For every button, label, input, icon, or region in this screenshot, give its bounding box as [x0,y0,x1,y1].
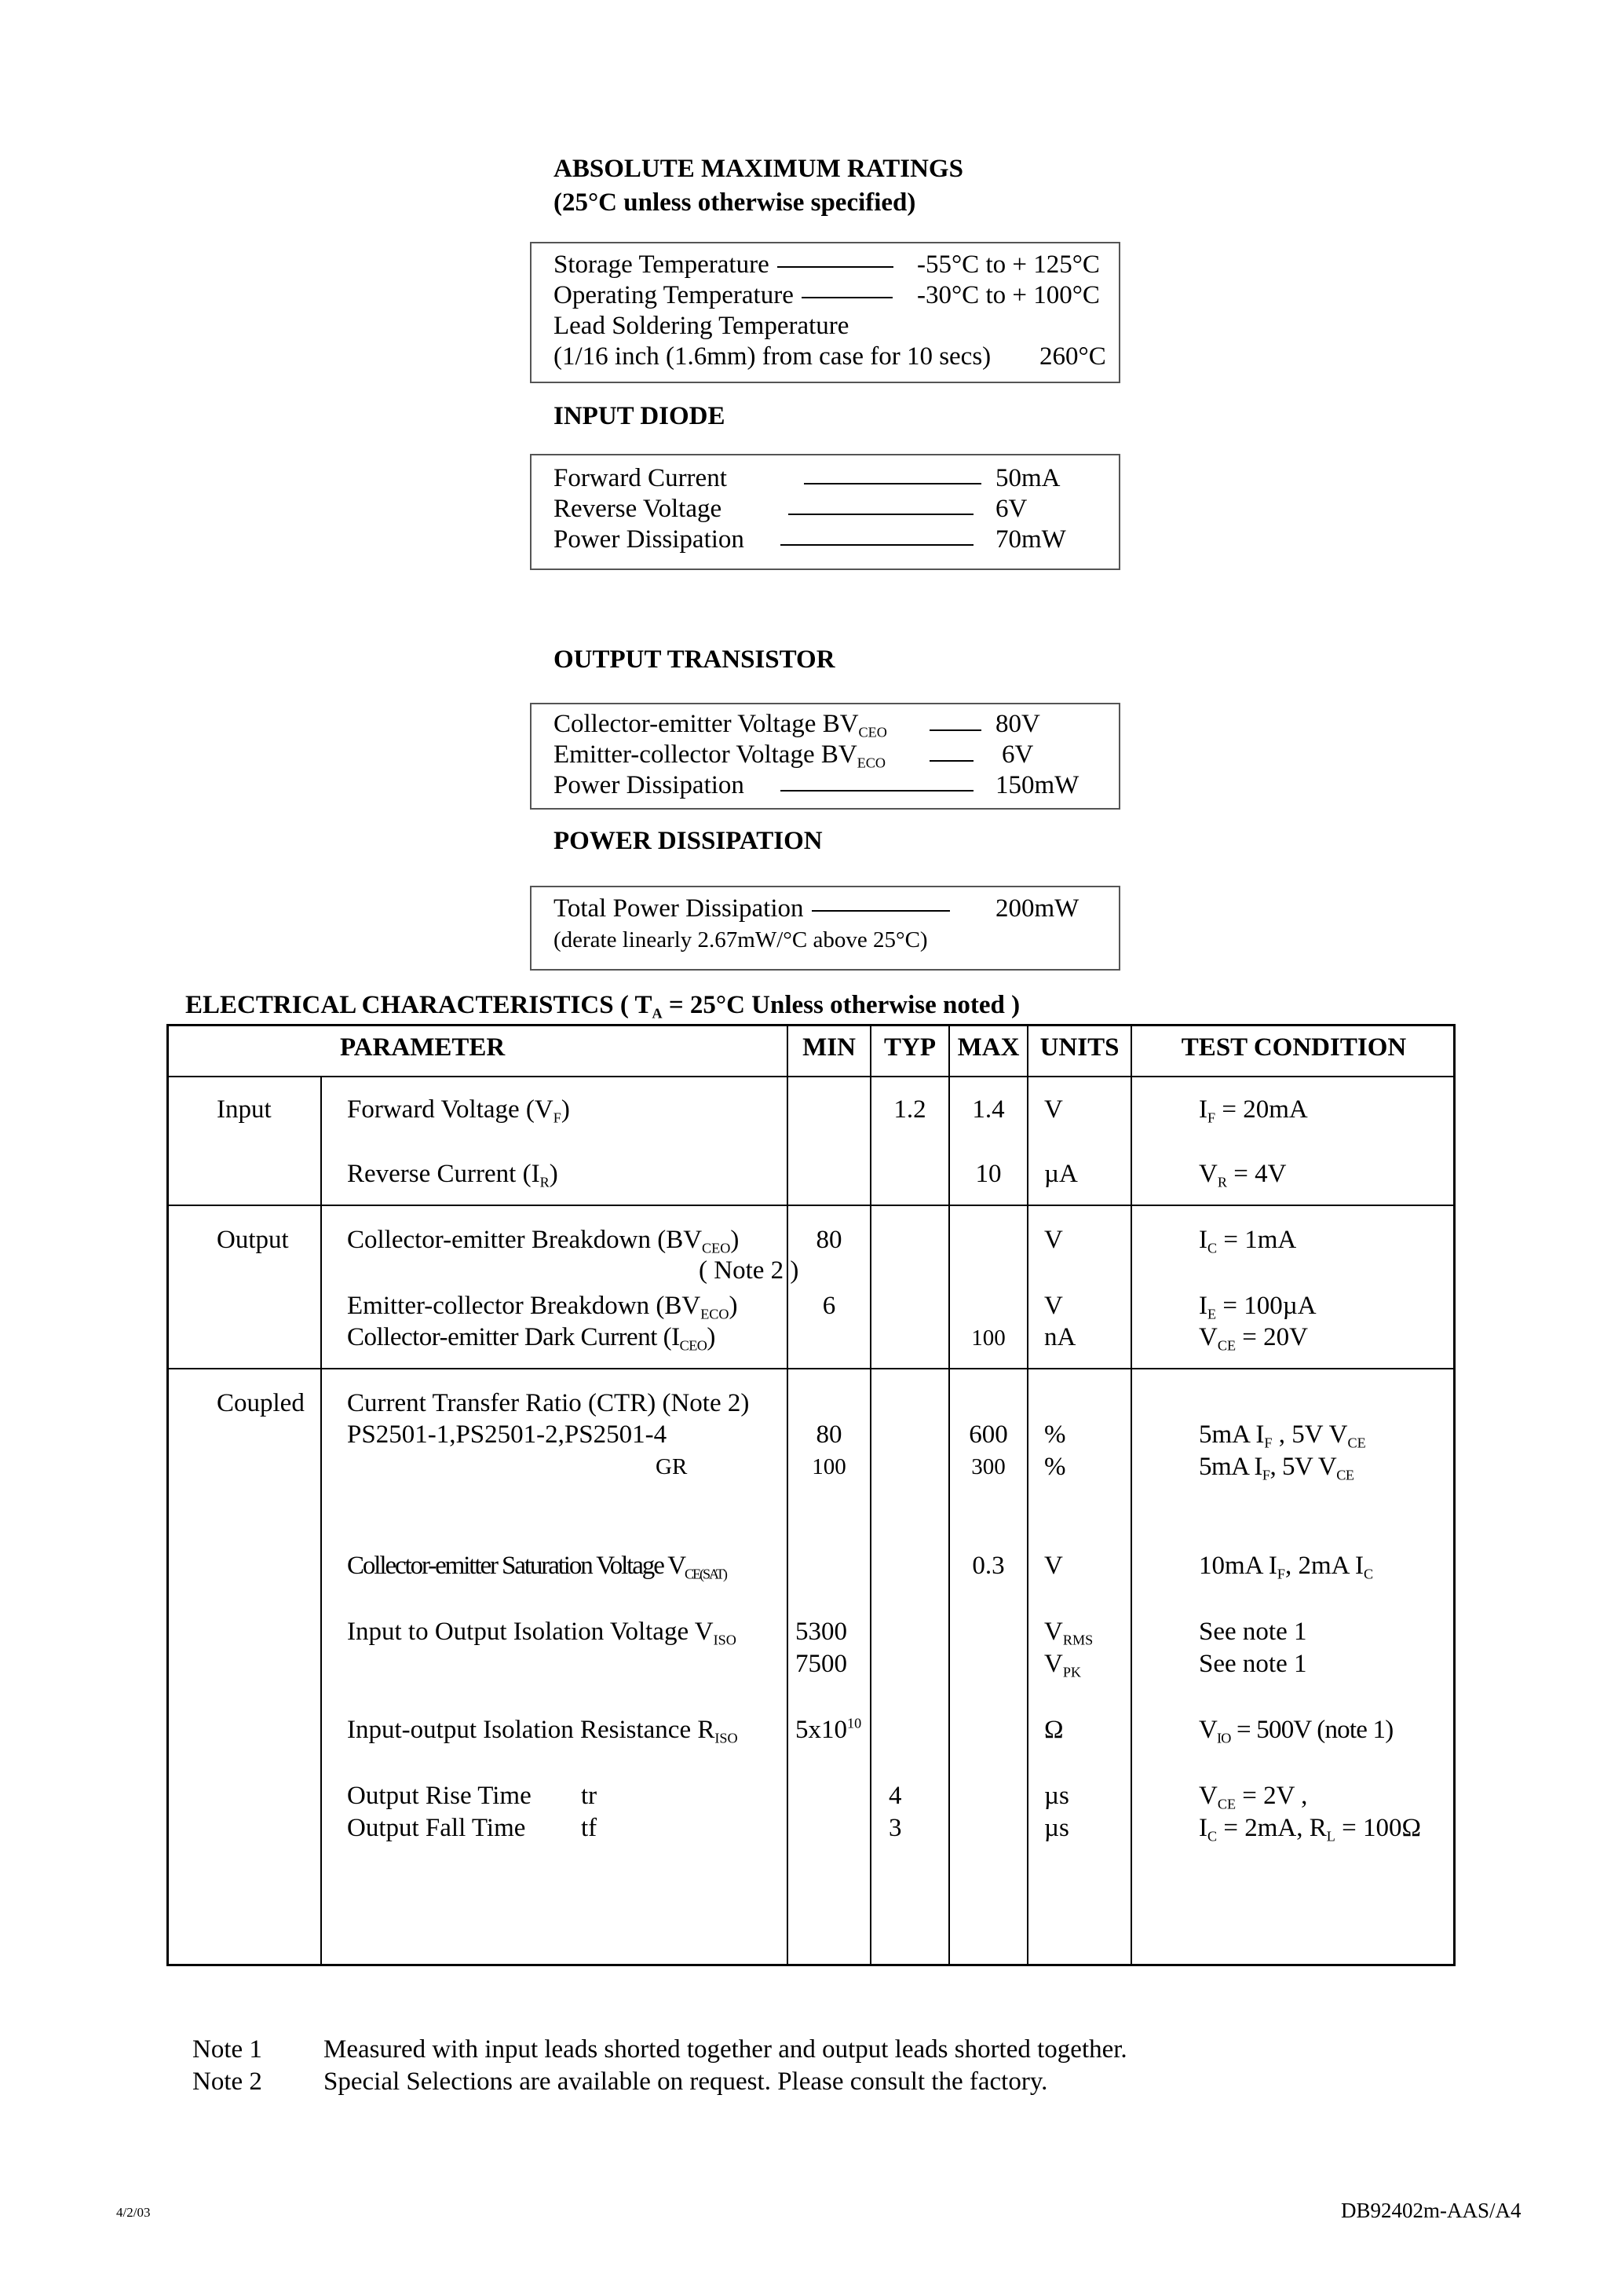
total-power-value: 200mW [995,894,1080,923]
dark-current-max: 100 [971,1325,1006,1351]
group-coupled: Coupled [217,1389,305,1417]
footer-doc-number: DB92402m-AAS/A4 [1341,2199,1522,2222]
header-typ: TYP [884,1033,936,1062]
diode-power-label: Power Dissipation [553,525,744,554]
saturation-test: 10mA $I_F$, 2mA $I_C$ [1199,1552,1374,1582]
dark-current-units: nA [1044,1323,1076,1351]
lead-soldering-value: 260°C [1039,342,1106,371]
reverse-voltage-value: 6V [995,495,1028,523]
group-input: Input [217,1095,272,1124]
ctr-gr-test: 5mA $I_F$, 5V $V_{CE}$ [1199,1453,1354,1483]
isolation-resistance-param: Input-output Isolation Resistance $R_{ISO}$ [347,1716,738,1746]
header-max: MAX [957,1033,1020,1062]
lead-soldering-detail: (1/16 inch (1.6mm) from case for 10 secs) [553,342,992,371]
isolation-voltage-units-pk: $V_{PK}$ [1044,1650,1082,1680]
diode-power-value: 70mW [995,525,1066,554]
storage-temp-value: -55°C to + 125°C [917,250,1100,279]
forward-voltage-param: Forward Voltage $(V_F)$ [347,1095,570,1126]
ctr-param: Current Transfer Ratio (CTR) (Note 2) [347,1389,750,1417]
ctr-part-param: PS2501-1,PS2501-2,PS2501-4 [347,1420,667,1449]
saturation-param: Collector-emitter Saturation Voltage $V_{CE(SAT)}$ [347,1552,726,1582]
isolation-voltage-units-rms: $V_{RMS}$ [1044,1618,1094,1648]
isolation-voltage-param: Input to Output Isolation Voltage $V_{ISO}$ [347,1618,736,1648]
header-parameter: PARAMETER [340,1033,506,1062]
total-power-label: Total Power Dissipation [553,894,958,924]
ctr-part-max: 600 [969,1420,1008,1449]
ctr-part-units: % [1044,1420,1066,1449]
note-2-text: Special Selections are available on request. Please consult the factory. [323,2067,1048,2096]
forward-current-value: 50mA [995,464,1061,492]
forward-voltage-max: 1.4 [972,1095,1005,1124]
note-1-label: Note 1 [192,2035,262,2064]
forward-voltage-typ: 1.2 [893,1095,926,1124]
bveco-value: 6V [1002,740,1034,769]
transistor-power-value: 150mW [995,771,1080,799]
note-1-text: Measured with input leads shorted together and output leads shorted together. [323,2035,1127,2064]
saturation-max: 0.3 [972,1552,1005,1580]
abs-max-title: ABSOLUTE MAXIMUM RATINGS [553,155,963,183]
ctr-gr-min: 100 [812,1454,846,1479]
reverse-current-test: $V_R = 4V$ [1199,1160,1287,1190]
operating-temp-value: -30°C to + 100°C [917,281,1100,309]
derate-note: (derate linearly 2.67mW/°C above 25°C) [553,927,928,952]
isolation-resistance-test: $V_{IO} = 500V$ (note 1) [1199,1716,1394,1746]
bvceo-units: V [1044,1226,1063,1254]
bvceo-test: $I_C = 1mA$ [1199,1226,1297,1256]
header-test-condition: TEST CONDITION [1181,1033,1407,1062]
rise-time-symbol: tr [581,1782,597,1810]
bvceo-note: ( Note 2 ) [699,1256,799,1285]
rise-time-test: $V_{CE} = 2V$ , [1199,1782,1308,1812]
dark-current-param: Collector-emitter Dark Current $(I_{CEO})$ [347,1323,715,1354]
fall-time-param: Output Fall Time [347,1814,526,1842]
ctr-part-min: 80 [816,1420,842,1449]
bveco-test: $I_E = 100\mu A$ [1199,1292,1317,1322]
forward-current-label: Forward Current [553,464,727,492]
ctr-gr-units: % [1044,1453,1066,1481]
electrical-title: ELECTRICAL CHARACTERISTICS ( $T_A = 25^\circ C$ Unless otherwise noted ) [185,991,1021,1022]
header-min: MIN [802,1033,856,1062]
isolation-resistance-min: $5x10^{10}$ [795,1715,862,1744]
forward-voltage-test: $I_F = 20mA$ [1199,1095,1308,1126]
reverse-current-param: Reverse Current $(I_R)$ [347,1160,558,1190]
bveco-param: Emitter-collector Breakdown $(BV_{ECO})$ [347,1292,738,1322]
bvceo-param: Collector-emitter Breakdown $(BV_{CEO})$ [347,1226,740,1256]
power-dissipation-title: POWER DISSIPATION [553,827,823,855]
ctr-gr-max: 300 [971,1454,1006,1479]
bveco-min: 6 [822,1292,836,1320]
bvceo-min: 80 [816,1226,842,1254]
abs-max-subtitle: (25°C unless otherwise specified) [553,188,916,217]
fall-time-symbol: tf [581,1814,597,1842]
note-2-label: Note 2 [192,2067,262,2096]
isolation-resistance-units: Ω [1044,1716,1064,1744]
isolation-voltage-test-rms: See note 1 [1199,1618,1307,1646]
operating-temp-label: Operating Temperature [553,280,901,311]
rise-time-units: µs [1044,1782,1069,1810]
lead-soldering-label: Lead Soldering Temperature [553,312,849,340]
transistor-power-label: Power Dissipation [553,771,744,799]
fall-time-test: $I_C = 2mA$, $R_L = 100\Omega$ [1199,1814,1421,1844]
bveco-units: V [1044,1292,1063,1320]
reverse-voltage-label: Reverse Voltage [553,495,722,523]
reverse-current-units: µA [1044,1160,1078,1188]
input-diode-title: INPUT DIODE [553,402,725,430]
fall-time-typ: 3 [889,1814,902,1842]
footer-date: 4/2/03 [116,2205,151,2220]
isolation-voltage-min-rms: 5300 [795,1618,847,1646]
ctr-part-test: 5mA $I_F$ , 5V $V_{CE}$ [1199,1420,1366,1451]
fall-time-units: µs [1044,1814,1069,1842]
isolation-voltage-min-pk: 7500 [795,1650,847,1678]
rise-time-typ: 4 [889,1782,902,1810]
forward-voltage-units: V [1044,1095,1063,1124]
bveco-label: Emitter-collector Voltage $BV_{ECO}$ [553,740,886,771]
storage-temp-label: Storage Temperature [553,250,901,280]
header-units: UNITS [1039,1033,1120,1062]
bvceo-value: 80V [995,710,1040,738]
output-transistor-title: OUTPUT TRANSISTOR [553,645,835,674]
rise-time-param: Output Rise Time [347,1782,532,1810]
saturation-units: V [1044,1552,1063,1580]
isolation-voltage-test-pk: See note 1 [1199,1650,1307,1678]
dark-current-test: $V_{CE} = 20V$ [1199,1323,1308,1354]
bvceo-label: Collector-emitter Voltage $BV_{CEO}$ [553,710,887,740]
ctr-gr-param: GR [656,1454,688,1479]
group-output: Output [217,1226,289,1254]
reverse-current-max: 10 [975,1160,1002,1188]
